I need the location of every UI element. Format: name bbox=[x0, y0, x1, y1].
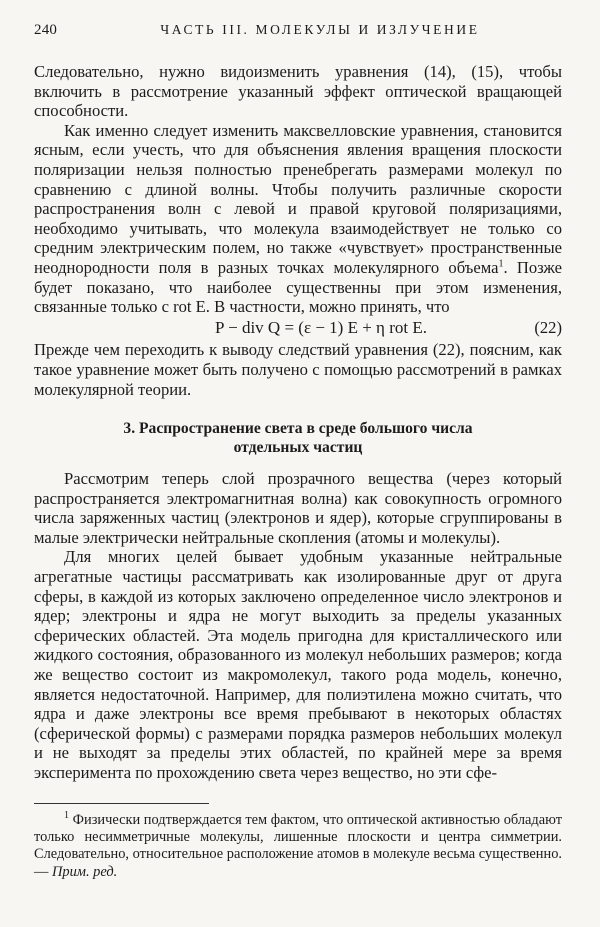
editor-note: Прим. ред. bbox=[52, 863, 118, 880]
footnote-reference: 1 bbox=[498, 258, 504, 270]
page-number: 240 bbox=[34, 22, 58, 38]
footnote bbox=[34, 809, 562, 882]
paragraph: Следовательно, нужно видоизменить уравнения (14), (15), чтобы включить в рассмотрение указанный эффект оптической вращающей способности. bbox=[34, 62, 562, 121]
equation-formula: P − div Q = (ε − 1) E + η rot E. bbox=[215, 317, 427, 337]
body-text bbox=[34, 62, 562, 881]
paragraph: Рассмотрим теперь слой прозрачного вещества (через который распространяется электромагнитная волна) как совокупность огромного числа заряженных частиц (электронов и ядер), которые сгруппированы в малые электрически нейтральные скопления (атомы и молекулы). bbox=[34, 469, 562, 547]
section-heading-line: отдельных частиц bbox=[233, 439, 363, 457]
section-heading bbox=[34, 419, 562, 457]
footnote-text: Физически подтверждается тем фактом, что оптической активностью обладают только несимметричные молекулы, лишенные плоскости и центра симметрии. Следовательно, относительное расположение атомов в молекуле весьма существенно.— bbox=[34, 811, 562, 880]
paragraph bbox=[34, 121, 562, 317]
equation bbox=[34, 318, 562, 338]
footnote-mark: 1 bbox=[64, 809, 69, 821]
footnote-divider bbox=[34, 803, 209, 804]
running-title: ЧАСТЬ III. МОЛЕКУЛЫ И ИЗЛУЧЕНИЕ bbox=[160, 22, 480, 37]
paragraph-text: . Позже будет показано, что наиболее существенны при этом изменения, связанные только с rot E. В частности, можно принять, что bbox=[34, 257, 562, 317]
section-heading-line: 3. Распространение света в среде большого числа bbox=[123, 420, 473, 438]
equation-number: (22) bbox=[534, 317, 562, 337]
paragraph-text: Как именно следует изменить максвелловские уравнения, становится ясным, если учесть, что для объяснения явления вращения плоскости поляризации нельзя полностью пренебрегать размерами молекул по сравнению с длиной волны. Чтобы получить различные скорости распространения волн с левой и правой круговой поляризациями, необходимо учитывать, что молекула взаимодействует не только со средним электрическим полем, но также «чувствует» пространственные неоднородности поля в разных точках молекулярного объема bbox=[34, 120, 562, 277]
paragraph: Прежде чем переходить к выводу следствий уравнения (22), поясним, как такое уравнение может быть получено с помощью рассмотрений в рамках молекулярной теории. bbox=[34, 340, 562, 399]
running-header bbox=[34, 22, 562, 39]
paragraph: Для многих целей бывает удобным указанные нейтральные агрегатные частицы рассматривать как изолированные друг от друга сферы, в каждой из которых заключено определенное число электронов и ядер; электроны и ядра не могут выходить за пределы указанных сферических областей. Эта модель пригодна для кристаллического или жидкого состояния, образованного из молекул небольших размеров; когда же вещество состоит из макромолекул, такого рода модель, конечно, является недостаточной. Например, для полиэтилена можно считать, что ядра и даже электроны все время пребывают в некоторых областях (сферической формы) с размерами порядка размеров небольших молекул и не выходят за пределы этих областей, по крайней мере за время эксперимента по прохождению света через вещество, но эти сфе- bbox=[34, 547, 562, 782]
